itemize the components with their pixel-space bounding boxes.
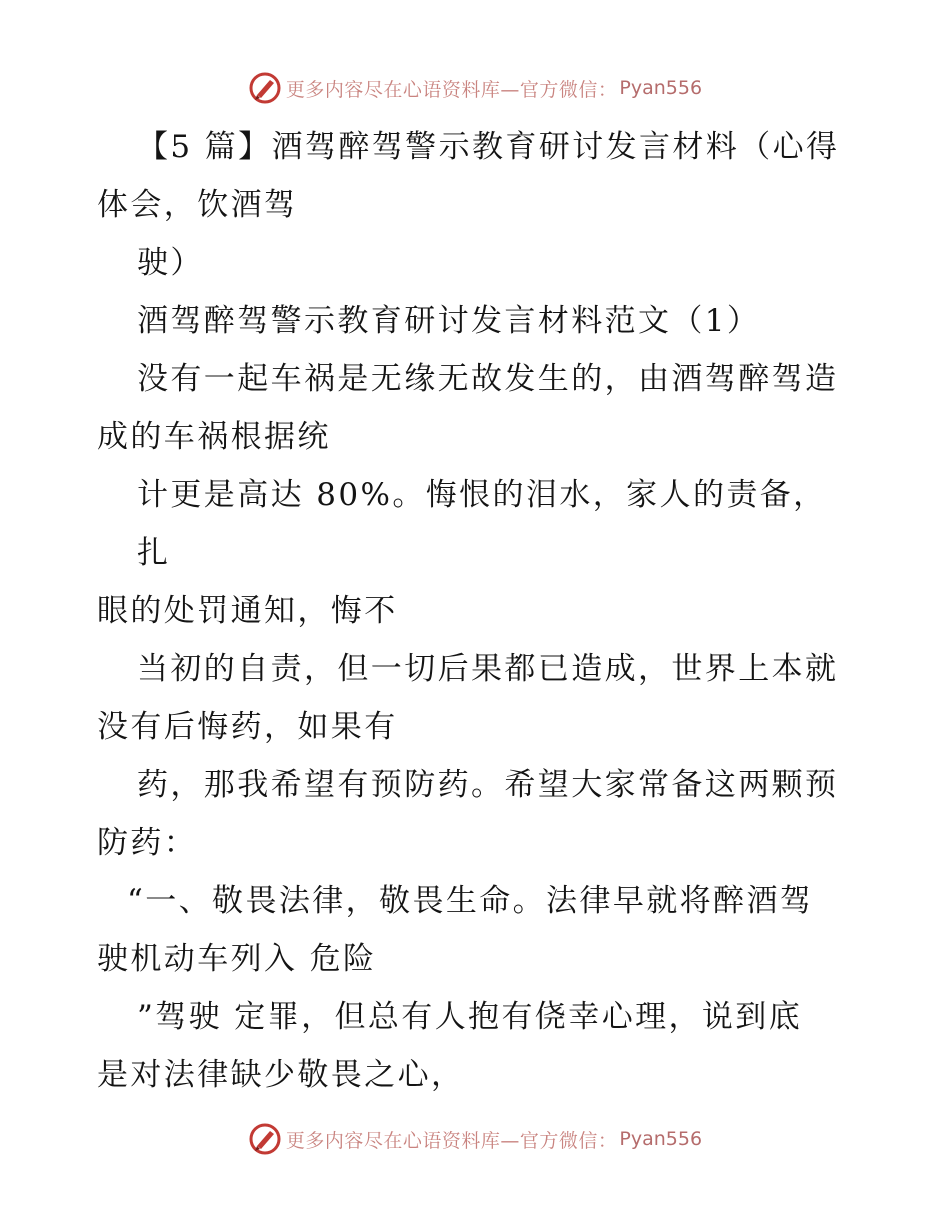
watermark-wechat-id: Pyan556 [619, 1128, 703, 1150]
doc-text-line: ”驾驶 定罪，但总有人抱有侥幸心理，说到底 [137, 999, 803, 1035]
document-body [97, 118, 857, 1104]
doc-text-line: 眼的处罚通知，悔不 [97, 593, 398, 629]
pen-logo-icon [248, 71, 282, 105]
watermark-header [0, 68, 950, 108]
doc-text-line: 药，那我希望有预防药。希望大家常备这两颗预 [137, 767, 839, 803]
doc-text-line: 防药： [97, 825, 198, 861]
watermark-text: 更多内容尽在心语资料库—官方微信： [285, 78, 618, 101]
doc-title-line-1: 【5 篇】酒驾醉驾警示教育研讨发言材料（心得 [137, 129, 840, 165]
doc-text-line: 成的车祸根据统 [97, 419, 331, 455]
doc-text-line: 没有后悔药，如果有 [97, 709, 398, 745]
doc-text-line: 计更是高达 80%。悔恨的泪水，家人的责备，扎 [137, 477, 827, 571]
doc-subtitle: 酒驾醉驾警示教育研讨发言材料范文（1） [137, 303, 761, 339]
pen-logo-icon [248, 1122, 282, 1156]
doc-title-line-2: 体会，饮酒驾 [97, 187, 298, 223]
watermark-wechat-id: Pyan556 [619, 77, 703, 99]
doc-text-line: “一、敬畏法律，敬畏生命。法律早就将醉酒驾 [127, 883, 814, 919]
watermark-footer [0, 1119, 950, 1159]
doc-title-line-3: 驶） [137, 245, 204, 281]
doc-text-line: 没有一起车祸是无缘无故发生的，由酒驾醉驾造 [137, 361, 839, 397]
doc-text-line: 是对法律缺少敬畏之心， [97, 1057, 465, 1093]
doc-text-line: 驶机动车列入 危险 [97, 941, 377, 977]
doc-text-line: 当初的自责，但一切后果都已造成，世界上本就 [137, 651, 839, 687]
watermark-text: 更多内容尽在心语资料库—官方微信： [285, 1129, 618, 1152]
